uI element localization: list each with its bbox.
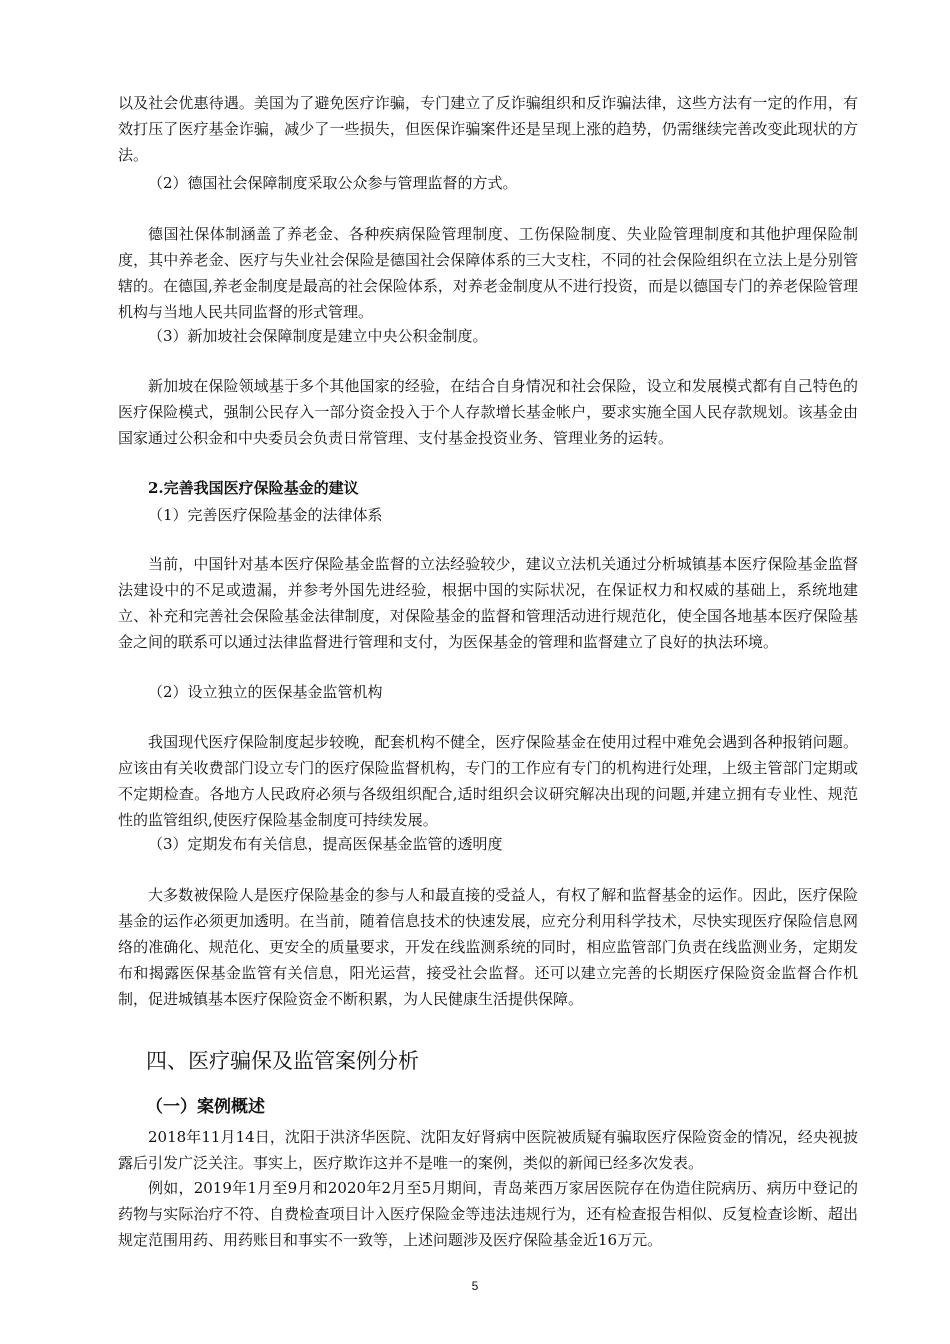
paragraph-singapore: 新加坡在保险领域基于多个其他国家的经验，在结合自身情况和社会保险，设立和发展模式都有自己特色的医疗保险模式，强制公民存入一部分资金投入于个人存款增长基金帐户，要求实施全国人民存款规划。该基金由国家通过公积金和中央委员会负责日常管理、支付基金投资业务、管理业务的运转。: [118, 377, 858, 447]
paragraph-case-shenyang: 2018年11月14日，沈阳于洪济华医院、沈阳友好肾病中医院被质疑有骗取医疗保险资金的情况，经央视披露后引发广泛关注。事实上，医疗欺诈这并不是唯一的案例，类似的新闻已经多次发表。: [118, 1128, 858, 1172]
subheading-germany: （2）德国社会保障制度采取公众参与管理监督的方式。: [148, 174, 518, 192]
paragraph-germany: 德国社保体制涵盖了养老金、各种疾病保险管理制度、工伤保险制度、失业险管理制度和其他护理保险制度，其中养老金、医疗与失业社会保险是德国社会保障体系的三大支柱，不同的社会保险组织在立法上是分别管辖的。在德国,养老金制度是最高的社会保险体系，对养老金制度从不进行投资，而是以德国专门的养老保险管理机构与当地人民共同监督的形式管理。: [118, 225, 858, 321]
paragraph-us-fraud: 以及社会优惠待遇。美国为了避免医疗诈骗，专门建立了反诈骗组织和反诈骗法律，这些方法有一定的作用，有效打压了医疗基金诈骗，减少了一些损失，但医保诈骗案件还是呈现上涨的趋势，仍需继续完善改变此现状的方法。: [118, 94, 858, 164]
paragraph-case-qingdao: 例如，2019年1月至9月和2020年2月至5月期间，青岛莱西万家居医院存在伪造住院病历、病历中登记的药物与实际治疗不符、自费检查项目计入医疗保险金等违法违规行为，还有检查报告相似、反复检查诊断、超出规定范围用药、用药账目和事实不一致等，上述问题涉及医疗保险基金近16万元。: [118, 1179, 858, 1249]
subheading-legal-system: （1）完善医疗保险基金的法律体系: [148, 506, 383, 524]
section-heading-suggestions: 2.完善我国医疗保险基金的建议: [148, 479, 359, 497]
paragraph-supervision-agency: 我国现代医疗保险制度起步较晚，配套机构不健全，医疗保险基金在使用过程中难免会遇到各种报销问题。应该由有关收费部门设立专门的医疗保险监督机构，专门的工作应有专门的机构进行处理，上级主管部门定期或不定期检查。各地方人民政府必须与各级组织配合,适时组织会议研究解决出现的问题,并建立拥有专业性、规范性的监管组织,使医疗保险基金制度可持续发展。: [118, 733, 858, 829]
paragraph-transparency: 大多数被保险人是医疗保险基金的参与人和最直接的受益人，有权了解和监督基金的运作。因此，医疗保险基金的运作必须更加透明。在当前，随着信息技术的快速发展，应充分利用科学技术，尽快实现医疗保险信息网络的准确化、规范化、更安全的质量要求，开发在线监测系统的同时，相应监管部门负责在线监测业务，定期发布和揭露医保基金监管有关信息，阳光运营，接受社会监督。还可以建立完善的长期医疗保险资金监督合作机制，促进城镇基本医疗保险资金不断积累，为人民健康生活提供保障。: [118, 886, 858, 1008]
subheading-transparency: （3）定期发布有关信息，提高医保基金监管的透明度: [148, 835, 503, 853]
chapter-heading: 四、医疗骗保及监管案例分析: [146, 1049, 419, 1073]
subheading-singapore: （3）新加坡社会保障制度是建立中央公积金制度。: [148, 327, 488, 345]
page-number: 5: [471, 1279, 479, 1293]
paragraph-legal-system: 当前，中国针对基本医疗保险基金监督的立法经验较少，建议立法机关通过分析城镇基本医疗保险基金监督法建设中的不足或遗漏，并参考外国先进经验，根据中国的实际状况，在保证权力和权威的基础上，系统地建立、补充和完善社会保险基金法律制度，对保险基金的监督和管理活动进行规范化，使全国各地基本医疗保险基金之间的联系可以通过法律监督进行管理和支付，为医保基金的管理和监督建立了良好的执法环境。: [118, 555, 858, 651]
subheading-supervision-agency: （2）设立独立的医保基金监管机构: [148, 683, 383, 701]
section-heading-case-overview: （一）案例概述: [146, 1097, 265, 1117]
